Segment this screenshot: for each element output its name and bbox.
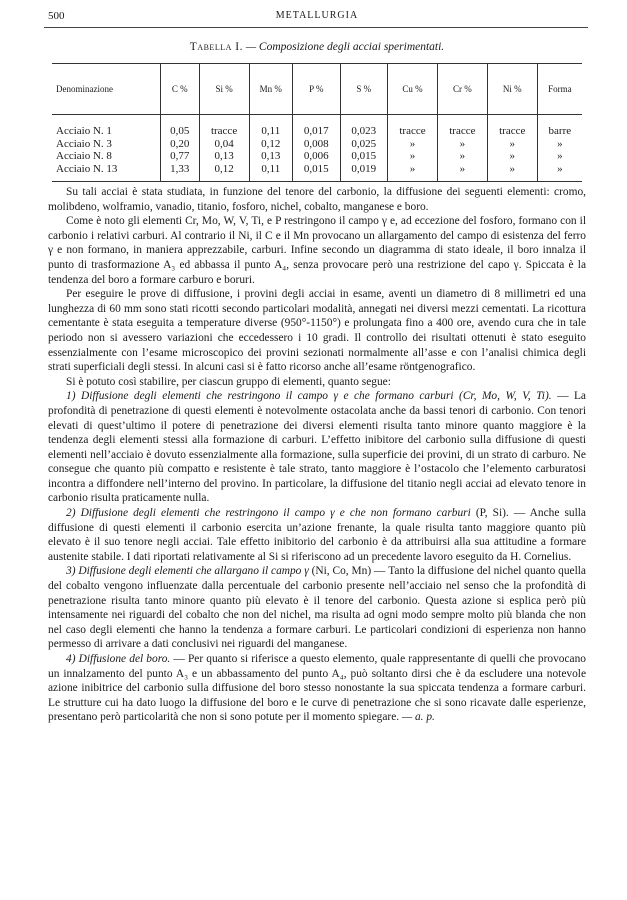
paragraph: Per eseguire le prove di diffusione, i provini degli acciai in esame, aventi un diametro di 8 millimetri ed una lunghezza di 60 mm sono stati ricotti secondo particolari modalità, annegati nei diversi mezzi cementati. La ricottura cementante è stata eseguita a temperature diverse (950°-1150°) e prolungata fino a 400 ore, avendo cura che in tale periodo non si avessero variazioni che eccedessero i 10 gradi. Il controllo dei risultati ottenuti è stato eseguito essenzialmente con l’esame microscopico dei provini sezionati normalmente all’asse e con l’analisi chimica degli strati superficiali degli stessi. In alcuni casi si è fatto ricorso anche all’esame röntgenografico. [48,288,586,374]
col-header: S % [340,64,388,115]
table-cell: 0,015 [340,150,388,163]
table-cell: 0,12 [199,163,249,182]
section-title: 1) Diffusione degli elementi che restringono il campo γ e che formano carburi (Cr, Mo, W, V, Ti). [66,390,552,403]
table-cell: Acciaio N. 1 [56,125,112,137]
table-row [52,115,582,138]
col-header: Forma [537,64,582,115]
table-cell: Acciaio N. 8 [56,150,112,162]
table-cell: barre [537,115,582,138]
col-header: Si % [199,64,249,115]
table-row [52,150,582,163]
table-cell: » [537,150,582,163]
table-row [52,163,582,182]
col-header: Denominazione [52,64,160,115]
table-cell: » [437,150,487,163]
section-body: (P, Si). — Anche sulla diffusione di questi elementi il carbonio esercita un’azione frenante, la quale risulta tanto maggiore quanto più elevato è il suo tenore negli acciai. Tale effetto inibitorio del carbonio è da attribuirsi alla sua attitudine a formare austenite stabile. I dati riportati relativamente al Si si riferiscono ad un precedente lavoro eseguito da H. Cornelius. [48,507,586,563]
paragraph: Si è potuto così stabilire, per ciascun gruppo di elementi, quanto segue: [66,375,391,388]
col-header: Cu % [388,64,438,115]
table-cell: 0,13 [249,150,293,163]
table-cell: tracce [199,115,249,138]
table-cell: 0,12 [249,138,293,151]
page-number: 500 [48,10,65,22]
table-cell: 0,13 [199,150,249,163]
section-paragraph [48,652,586,725]
section-paragraph [48,389,586,506]
table-cell: 1,33 [160,163,199,182]
section-body: (Ni, Co, Mn) — Tanto la diffusione del nichel quanto quella del cobalto vengono influenzate dalla percentuale del carbonio presente nell’acciaio nel senso che la profondità di penetrazione risulta tanto minore quanto più elevato è il tenore del carbonio. Questa azione si esplica però più intensamente nei riguardi del cobalto che non del nichel, ma risulta ad ogni modo sempre molto più blanda che non nel caso degli elementi che hanno la tendenza a formare carburi. Le particolari condizioni di esperienza non hanno permesso di arrivare a dati conclusivi nei riguardi del manganese. [48,565,586,651]
table-cell: 0,20 [160,138,199,151]
col-header: Mn % [249,64,293,115]
table-cell: 0,77 [160,150,199,163]
section-paragraph [48,564,586,652]
table-cell: tracce [487,115,537,138]
table-cell: 0,11 [249,163,293,182]
section-body: — La profondità di penetrazione di questi elementi è notevolmente ostacolata anche da bassi tenori di carbonio. Con tenori elevati di quest’ultimo il potere di penetrazione dei diversi elementi risulta tanto minore quanto maggiore è la tendenza degli elementi stessi alla formazione di carburi. L’effetto inibitore del carbonio sulla diffusione di questi elementi nell’acciaio è dovuto essenzialmente alla formazione, sulla superficie dei provini, di un strato di carburo. Ne consegue che quanto più compatto e resistente è tale strato, tanto maggiore è l’ostacolo che l’elemento carburatosi incontra a diffondere nell’interno del provino. In particolare, la diffusione del titanio negli acciai ad elevato tenore in carbonio risulta praticamente nulla. [48,390,586,505]
table-title: — Composizione degli acciai sperimentati. [245,41,445,53]
table-cell: » [487,138,537,151]
col-header: Ni % [487,64,537,115]
table-cell: 0,11 [249,115,293,138]
table-cell: Acciaio N. 13 [52,163,160,182]
table-cell: 0,05 [160,115,199,138]
section-title: 4) Diffusione del boro. [66,653,171,665]
running-title: METALLURGIA [275,10,359,21]
col-header: P % [293,64,341,115]
table-cell: 0,006 [293,150,341,163]
table-cell: » [537,138,582,151]
table-cell: » [537,163,582,182]
page-header [48,10,586,24]
table-cell: tracce [388,115,438,138]
paragraph: Su tali acciai è stata studiata, in funzione del tenore del carbonio, la diffusione dei seguenti elementi: cromo, molibdeno, wolframio, vanadio, titanio, fosforo, nichel, cobalto, manganese e boro. [48,186,586,213]
section-title: 3) Diffusione degli elementi che allargano il campo γ [66,565,309,578]
section-body: — Per quanto si riferisce a questo elemento, quale rappresentante di quelli che provocano un innalzamento del punto A₃ e un abbassamento del punto A₄, può soltanto dirsi che è da escludere una notevole azione inibitrice del carbonio sulla diffusione del boro stesso nonostante la sua spiccata tendenza a formare carburi. Le strutture cui ha dato luogo la diffusione del boro e le curve di penetrazione che si sono ricavate dalle esperienze, presentano però particolarità che non si sono potute per il momento spiegare. [48,653,586,724]
table-cell: 0,017 [293,115,341,138]
table-caption [48,41,586,53]
table-cell: 0,008 [293,138,341,151]
body-text [48,185,586,725]
paragraph: Come è noto gli elementi Cr, Mo, W, V, Ti, e P restringono il campo γ e, ad eccezione del fosforo, formano con il carbonio i relativi carburi. Al contrario il Ni, il C e il Mn provocano un allargamento del campo di esistenza del ferro γ e non formano, in maniera apprezzabile, carburi. Infine secondo un diagramma di stato ideale, il boro innalza il punto di trasformazione A₃ ed abbassa il punto A₄, senza provocare però una restrizione del capo γ. Spiccata è la tendenza del boro a formare carburo e boruri. [48,215,586,286]
table-label: Tabella I. [189,41,243,53]
col-header: C % [160,64,199,115]
table-row [52,138,582,151]
col-header: Cr % [437,64,487,115]
table-cell: » [437,138,487,151]
table-cell: » [388,138,438,151]
table-cell: » [487,150,537,163]
composition-table [52,63,582,182]
table-cell: » [487,163,537,182]
table-cell: tracce [437,115,487,138]
section-paragraph [48,506,586,564]
header-rule [44,27,588,28]
table-header-row [52,64,582,115]
table-cell: 0,025 [340,138,388,151]
table-cell: » [388,163,438,182]
table-cell: 0,015 [293,163,341,182]
section-title: 2) Diffusione degli elementi che restringono il campo γ e che non formano carburi [66,507,471,520]
table-cell: Acciaio N. 3 [56,137,112,150]
table-cell: » [388,150,438,163]
table-cell: 0,04 [199,138,249,151]
table-cell: 0,023 [340,115,388,138]
table-cell: 0,019 [340,163,388,182]
author-signature: — a. p. [401,711,435,724]
table-cell: » [437,163,487,182]
